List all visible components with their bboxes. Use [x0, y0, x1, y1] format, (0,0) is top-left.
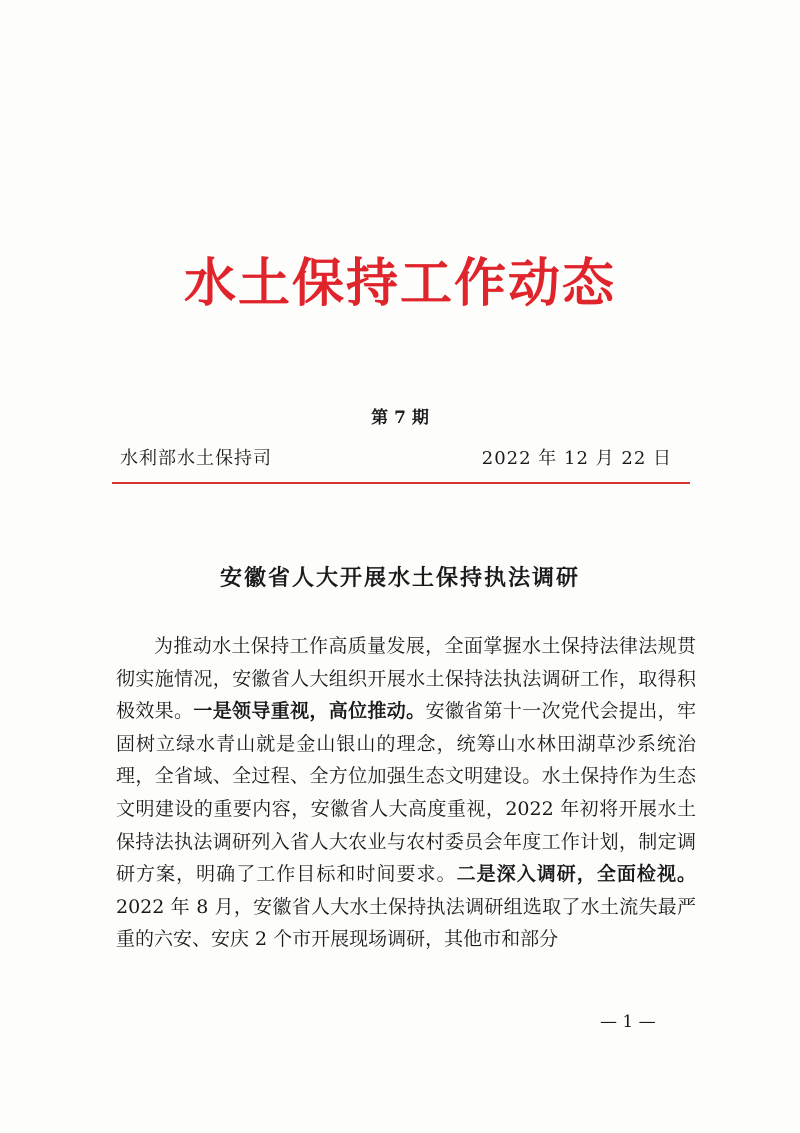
article-title: 安徽省人大开展水土保持执法调研 — [219, 565, 580, 591]
red-divider — [112, 482, 690, 484]
issuing-organization: 水利部水土保持司 — [120, 448, 272, 469]
page-number: — 1 — — [600, 1012, 656, 1032]
body-segment: 安徽省第十一次党代会提出，牢固树立绿水青山就是金山银山的理念，统筹山水林田湖草沙系统治理，全省域、全过程、全方位加强生态文明建设。水土保持作为生态文明建设的重要内容，安徽省人大高度重视，2022 年初将开展水土保持法执法调研列入省人大农业与农村委员会年度工作计划，制定调研方案，明确了工作目标和时间要求。 — [116, 700, 696, 886]
body-segment: 2022 年 8 月，安徽省人大水土保持执法调研组选取了水土流失最严重的六安、安庆 2 个市开展现场调研，其他市和部分 — [116, 895, 696, 951]
issue-date: 2022 年 12 月 22 日 — [481, 448, 672, 469]
article-body — [116, 630, 696, 956]
masthead-title: 水土保持工作动态 — [183, 253, 616, 314]
body-segment: 为推动水土保持工作高质量发展，全面掌握水土保持法律法规贯彻实施情况，安徽省人大组织开展水土保持法执法调研工作，取得积极效果。 — [116, 635, 696, 723]
issue-number: 第 7 期 — [371, 408, 429, 428]
body-segment-bold: 二是深入调研，全面检视。 — [456, 863, 696, 886]
body-segment-bold: 一是领导重视，高位推动。 — [193, 700, 426, 723]
